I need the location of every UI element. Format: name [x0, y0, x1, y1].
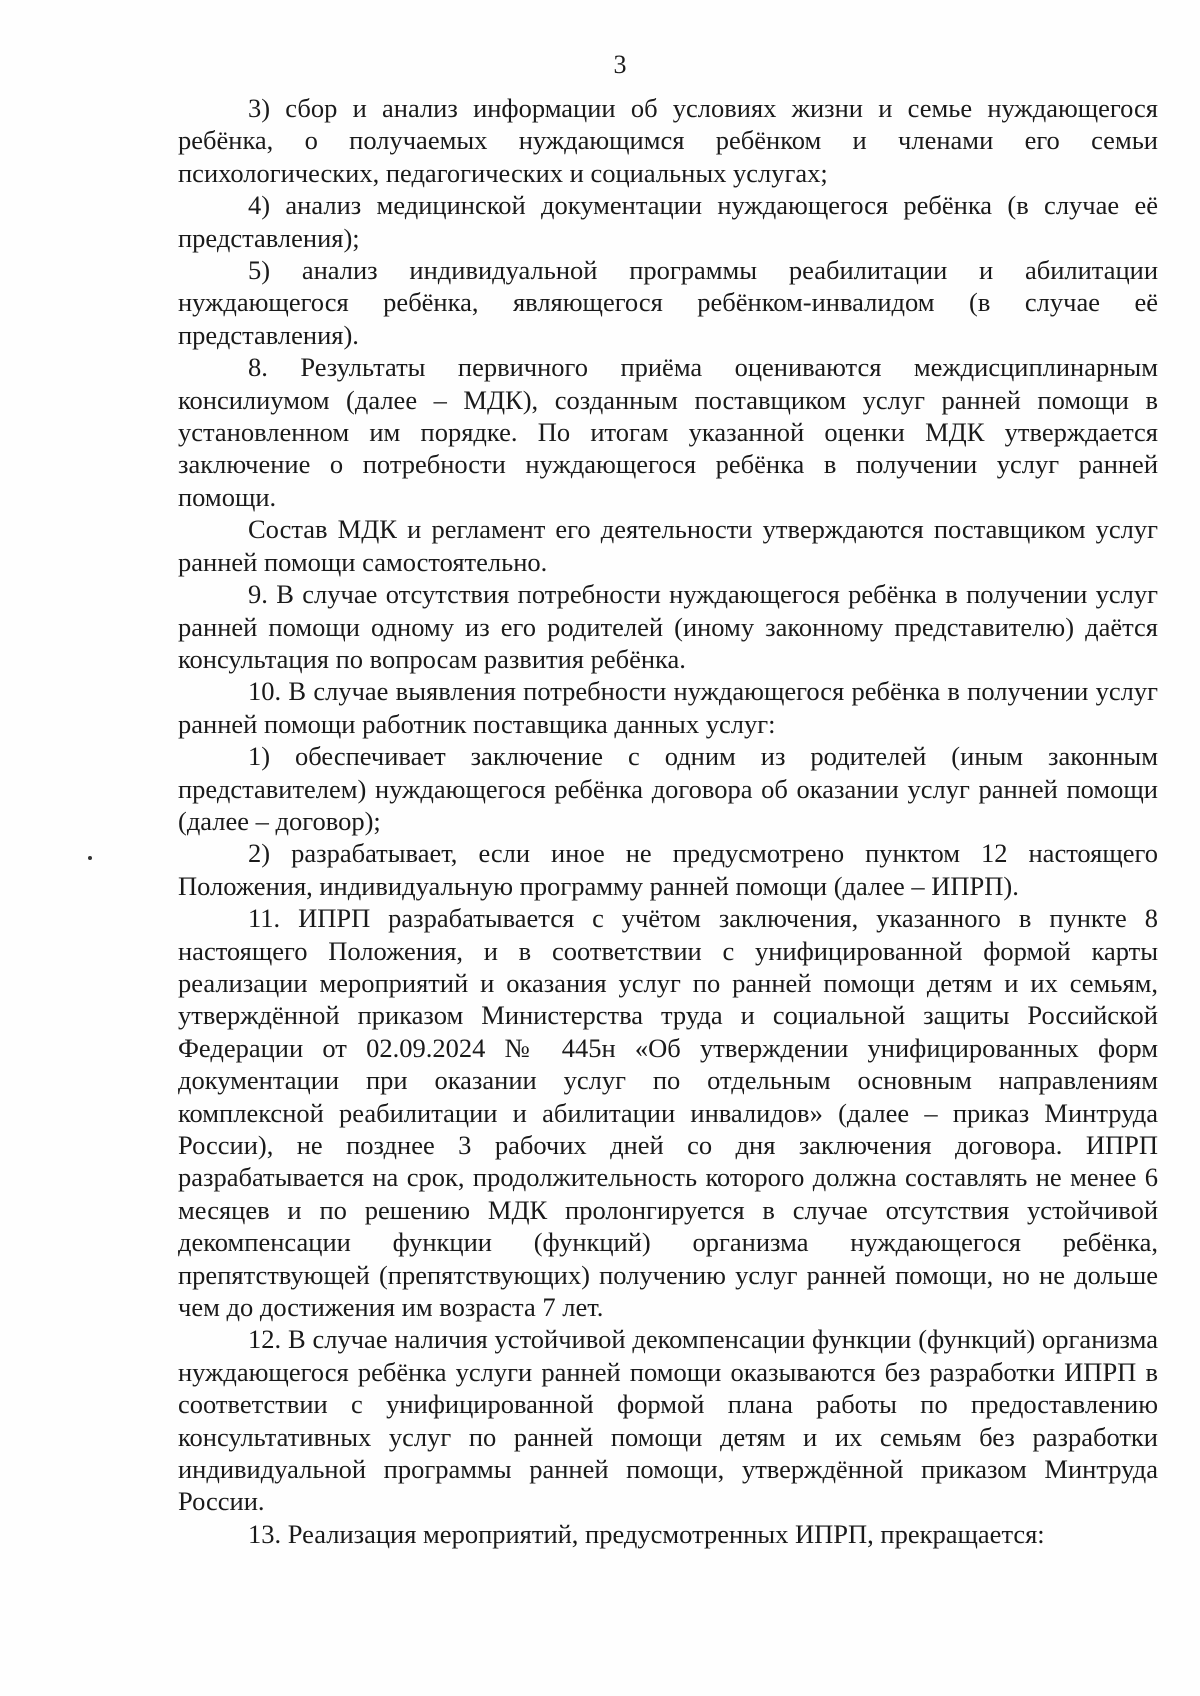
document-body: [178, 92, 1158, 1550]
clause-10: 10. В случае выявления потребности нуждающегося ребёнка в получении услуг ранней помощи работник поставщика данных услуг:: [178, 676, 1158, 739]
list-item-4: 4) анализ медицинской документации нуждающегося ребёнка (в случае её представления);: [178, 190, 1158, 253]
scan-mark: [88, 856, 92, 860]
list-item-5: 5) анализ индивидуальной программы реабилитации и абилитации нуждающегося ребёнка, являющегося ребёнком-инвалидом (в случае её представления).: [178, 255, 1158, 350]
clause-8: 8. Результаты первичного приёма оцениваются междисциплинарным консилиумом (далее – МДК), созданным поставщиком услуг ранней помощи в установленном им порядке. По итогам указанной оценки МДК утверждается заключение о потребности нуждающегося ребёнка в получении услуг ранней помощи.: [178, 352, 1158, 512]
page-number: 3: [613, 50, 627, 79]
clause-11: 11. ИПРП разрабатывается с учётом заключения, указанного в пункте 8 настоящего Положения, и в соответствии с унифицированной формой карты реализации мероприятий и оказания услуг по ранней помощи детям и их семьям, утверждённой приказом Министерства труда и социальной защиты Российской Федерации от 02.09.2024 № 445н «Об утверждении унифицированных форм документации при оказании услуг по отдельным основным направлениям комплексной реабилитации и абилитации инвалидов» (далее – приказ Минтруда России), не позднее 3 рабочих дней со дня заключения договора. ИПРП разрабатывается на срок, продолжительность которого должна составлять не менее 6 месяцев и по решению МДК пролонгируется в случае отсутствия устойчивой декомпенсации функции (функций) организма нуждающегося ребёнка, препятствующей (препятствующих) получению услуг ранней помощи, но не дольше чем до достижения им возраста 7 лет.: [178, 903, 1158, 1323]
clause-9: 9. В случае отсутствия потребности нуждающегося ребёнка в получении услуг ранней помощи одному из его родителей (иному законному представителю) даётся консультация по вопросам развития ребёнка.: [178, 579, 1158, 674]
clause-12: 12. В случае наличия устойчивой декомпенсации функции (функций) организма нуждающегося ребёнка услуги ранней помощи оказываются без разработки ИПРП в соответствии с унифицированной формой плана работы по предоставлению консультативных услуг по ранней помощи детям и их семьям без разработки индивидуальной программы ранней помощи, утверждённой приказом Минтруда России.: [178, 1324, 1158, 1517]
clause-10-item-1: 1) обеспечивает заключение с одним из родителей (иным законным представителем) нуждающегося ребёнка договора об оказании услуг ранней помощи (далее – договор);: [178, 741, 1158, 836]
clause-10-item-2: 2) разрабатывает, если иное не предусмотрено пунктом 12 настоящего Положения, индивидуальную программу ранней помощи (далее – ИПРП).: [178, 838, 1158, 901]
clause-13: 13. Реализация мероприятий, предусмотренных ИПРП, прекращается:: [248, 1518, 1045, 1549]
clause-8-mdk-composition: Состав МДК и регламент его деятельности утверждаются поставщиком услуг ранней помощи самостоятельно.: [178, 514, 1158, 577]
list-item-3: 3) сбор и анализ информации об условиях жизни и семье нуждающегося ребёнка, о получаемых нуждающимся ребёнком и членами его семьи психологических, педагогических и социальных услугах;: [178, 93, 1158, 188]
